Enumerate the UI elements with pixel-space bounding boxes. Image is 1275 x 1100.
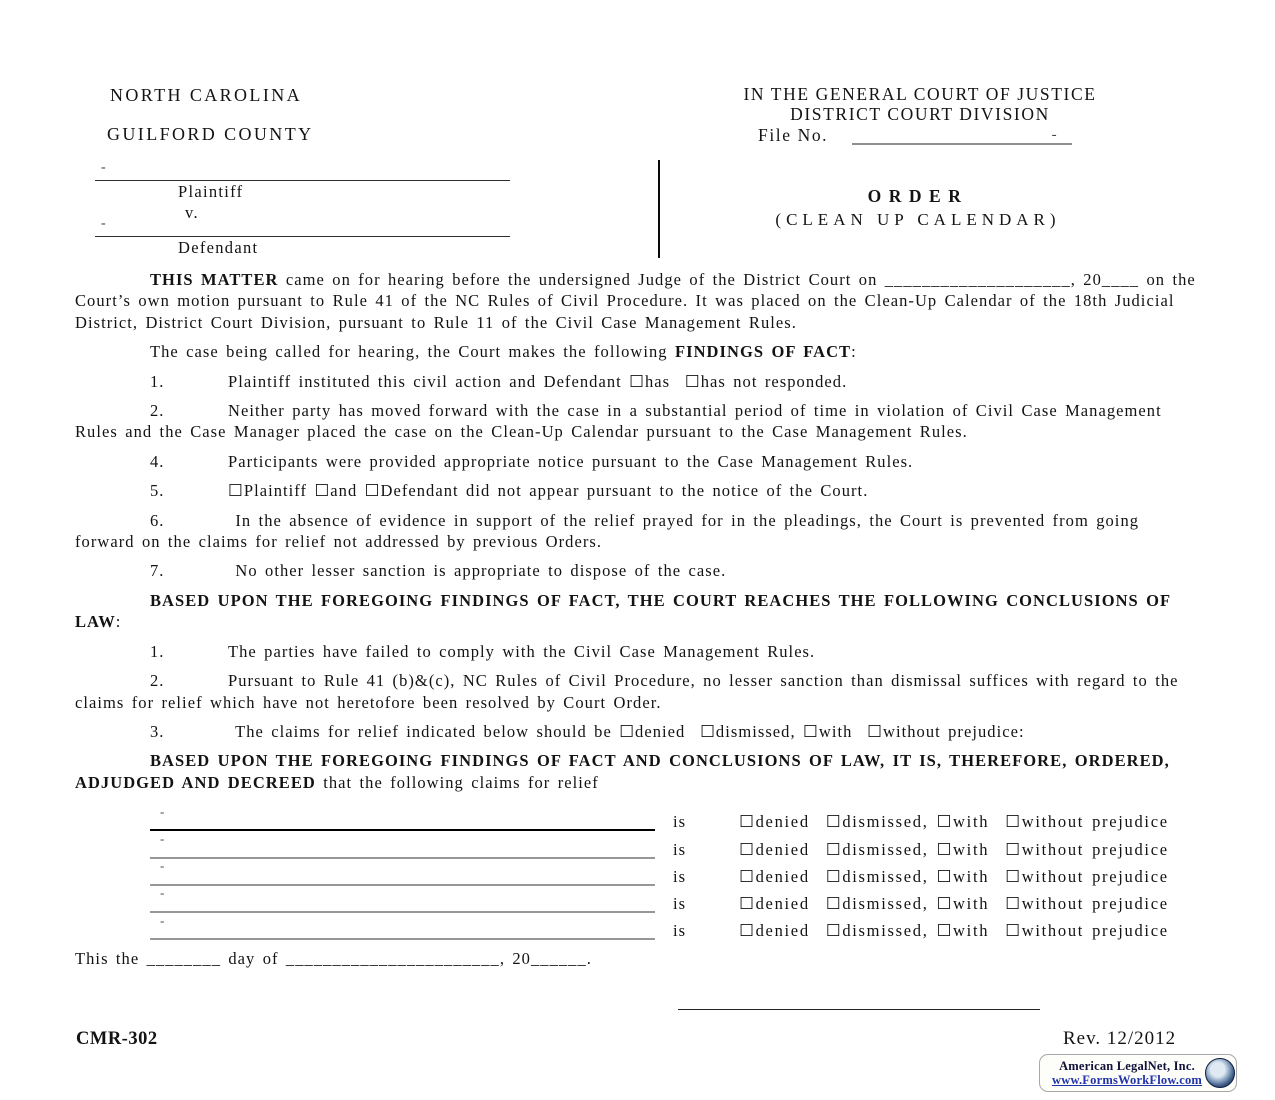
claim-is-label: is xyxy=(673,921,687,941)
conclusion-item xyxy=(75,670,1200,713)
order-title: ORDER xyxy=(867,186,969,206)
claim-row xyxy=(75,831,1200,858)
claim-description-blank[interactable] xyxy=(150,884,655,913)
finding-text: ☐Plaintiff ☐and ☐Defendant did not appear pursuant to the notice of the Court. xyxy=(228,481,869,501)
court-division: DISTRICT COURT DIVISION xyxy=(790,104,1050,124)
claim-option-checkboxes[interactable]: ☐denied ☐dismissed, ☐with ☐without prejudice xyxy=(739,839,1169,859)
claim-is-label: is xyxy=(673,866,687,886)
claim-is-label: is xyxy=(673,893,687,913)
plaintiff-name-blank[interactable] xyxy=(95,160,510,181)
finding-item xyxy=(75,480,1200,501)
versus-label: v. xyxy=(185,203,199,222)
defendant-name-blank[interactable] xyxy=(95,216,510,237)
finding-number: 7. xyxy=(150,561,165,581)
claim-blank-dash: - xyxy=(160,885,166,901)
file-number-label: File No. xyxy=(758,125,829,145)
claim-is-label: is xyxy=(673,839,687,859)
conclusion-text: Pursuant to Rule 41 (b)&(c), NC Rules of Civil Procedure, no lesser sanction than dismissal suffices with regard to the claims for relief which have not heretofore been resolved by Court Order. xyxy=(75,671,1179,712)
county-name: GUILFORD COUNTY xyxy=(107,124,314,144)
claim-description-blank[interactable] xyxy=(150,911,655,940)
form-number: CMR-302 xyxy=(76,1029,158,1049)
plaintiff-label: Plaintiff xyxy=(178,182,244,201)
finding-text: Neither party has moved forward with the case in a substantial period of time in violation of Civil Case Management Rules and the Case Manager placed the case on the Clean-Up Calendar pursuant to the Case Management Rules. xyxy=(75,401,1162,442)
globe-icon xyxy=(1205,1058,1235,1088)
findings-intro xyxy=(75,341,1200,362)
defendant-label: Defendant xyxy=(178,238,259,257)
file-number-row xyxy=(698,125,1142,145)
claim-description-blank[interactable] xyxy=(150,857,655,886)
claim-is-label: is xyxy=(673,812,687,832)
claim-description-blank[interactable] xyxy=(150,802,655,831)
conclusion-number: 2. xyxy=(150,671,165,691)
court-name: IN THE GENERAL COURT OF JUSTICE xyxy=(743,84,1097,104)
finding-number: 1. xyxy=(150,371,165,391)
state-name: NORTH CAROLINA xyxy=(110,85,303,105)
file-number-blank[interactable]: - xyxy=(852,127,1072,145)
claim-row xyxy=(75,913,1200,940)
vendor-text xyxy=(1051,1059,1203,1087)
conclusion-item xyxy=(75,721,1200,742)
conclusions-heading-text: BASED UPON THE FOREGOING FINDINGS OF FACT, THE COURT REACHES THE FOLLOWING CONCLUSIONS OF LAW xyxy=(75,590,1171,632)
vendor-name: American LegalNet, Inc. xyxy=(1059,1059,1195,1073)
revision-date: Rev. 12/2012 xyxy=(1063,1028,1177,1049)
decree-paragraph xyxy=(75,750,1200,793)
finding-item xyxy=(75,400,1200,443)
findings-intro-heading: FINDINGS OF FACT xyxy=(674,342,852,362)
finding-item xyxy=(75,451,1200,472)
findings-intro-pre: The case being called for hearing, the Court makes the following xyxy=(150,342,675,362)
decree-rest-text: that the following claims for relief xyxy=(315,772,599,792)
document-body xyxy=(75,269,1200,969)
caption-divider-line xyxy=(658,160,660,258)
intro-paragraph xyxy=(75,269,1200,333)
conclusion-text: The parties have failed to comply with the Civil Case Management Rules. xyxy=(228,641,816,661)
conclusions-heading-colon: : xyxy=(115,612,122,632)
conclusions-heading xyxy=(75,590,1200,633)
claim-row xyxy=(75,804,1200,831)
claim-row xyxy=(75,859,1200,886)
judge-signature-line[interactable] xyxy=(678,1009,1040,1010)
claims-for-relief-list xyxy=(75,804,1200,940)
finding-text: In the absence of evidence in support of the relief prayed for in the pleadings, the Court is prevented from going forward on the claims for relief not addressed by previous Orders. xyxy=(75,510,1140,552)
defendant-blank-dash: - xyxy=(101,216,107,231)
intro-text: came on for hearing before the undersigned Judge of the District Court on ____________________, 20____ on the Court’s own motion pursuant to Rule 41 of the NC Rules of Civil Procedure. It was placed on the Clean-Up Calendar of the 18th Judicial District, District Court Division, pursuant to Rule 11 of the Civil Case Management Rules. xyxy=(75,270,1196,332)
findings-intro-colon: : xyxy=(851,342,857,362)
claim-blank-dash: - xyxy=(160,912,166,928)
plaintiff-blank-dash: - xyxy=(101,160,107,175)
claim-option-checkboxes[interactable]: ☐denied ☐dismissed, ☐with ☐without prejudice xyxy=(739,812,1169,832)
header-right xyxy=(698,84,1142,145)
claim-blank-dash: - xyxy=(160,831,166,847)
conclusion-item xyxy=(75,641,1200,662)
intro-lead: THIS MATTER xyxy=(150,270,279,289)
conclusion-number: 3. xyxy=(150,721,165,741)
finding-number: 2. xyxy=(150,401,165,421)
american-legalnet-logo-box xyxy=(1039,1054,1237,1092)
date-line[interactable]: This the ________ day of _______________________, 20______. xyxy=(75,949,592,969)
claim-description-blank[interactable] xyxy=(150,829,655,858)
finding-item xyxy=(75,510,1200,553)
finding-number: 5. xyxy=(150,481,165,501)
vendor-url-link[interactable]: www.FormsWorkFlow.com xyxy=(1051,1073,1203,1087)
claim-option-checkboxes[interactable]: ☐denied ☐dismissed, ☐with ☐without prejudice xyxy=(739,893,1169,913)
finding-text: Participants were provided appropriate notice pursuant to the Case Management Rules. xyxy=(228,451,914,471)
claim-option-checkboxes[interactable]: ☐denied ☐dismissed, ☐with ☐without prejudice xyxy=(739,921,1169,941)
finding-number: 4. xyxy=(150,451,165,471)
claim-blank-dash: - xyxy=(160,803,166,819)
claim-row xyxy=(75,886,1200,913)
finding-number: 6. xyxy=(150,510,165,530)
header-left xyxy=(107,85,314,145)
conclusion-text: The claims for relief indicated below should be ☐denied ☐dismissed, ☐with ☐without prejudice: xyxy=(228,721,1025,741)
claim-option-checkboxes[interactable]: ☐denied ☐dismissed, ☐with ☐without prejudice xyxy=(739,866,1169,886)
order-subtitle: (CLEAN UP CALENDAR) xyxy=(775,210,1061,229)
conclusion-number: 1. xyxy=(150,641,165,661)
claim-blank-dash: - xyxy=(160,858,166,874)
finding-text: Plaintiff instituted this civil action and Defendant ☐has ☐has not responded. xyxy=(228,371,848,391)
finding-item xyxy=(75,560,1200,581)
order-title-block xyxy=(662,186,1174,230)
finding-text: No other lesser sanction is appropriate to dispose of the case. xyxy=(228,561,727,581)
case-caption xyxy=(75,160,658,258)
finding-item xyxy=(75,371,1200,392)
decree-heading-text: BASED UPON THE FOREGOING FINDINGS OF FACT AND CONCLUSIONS OF LAW, IT IS, THEREFORE, ORDERED, ADJUDGED AND DECREED xyxy=(75,751,1170,792)
